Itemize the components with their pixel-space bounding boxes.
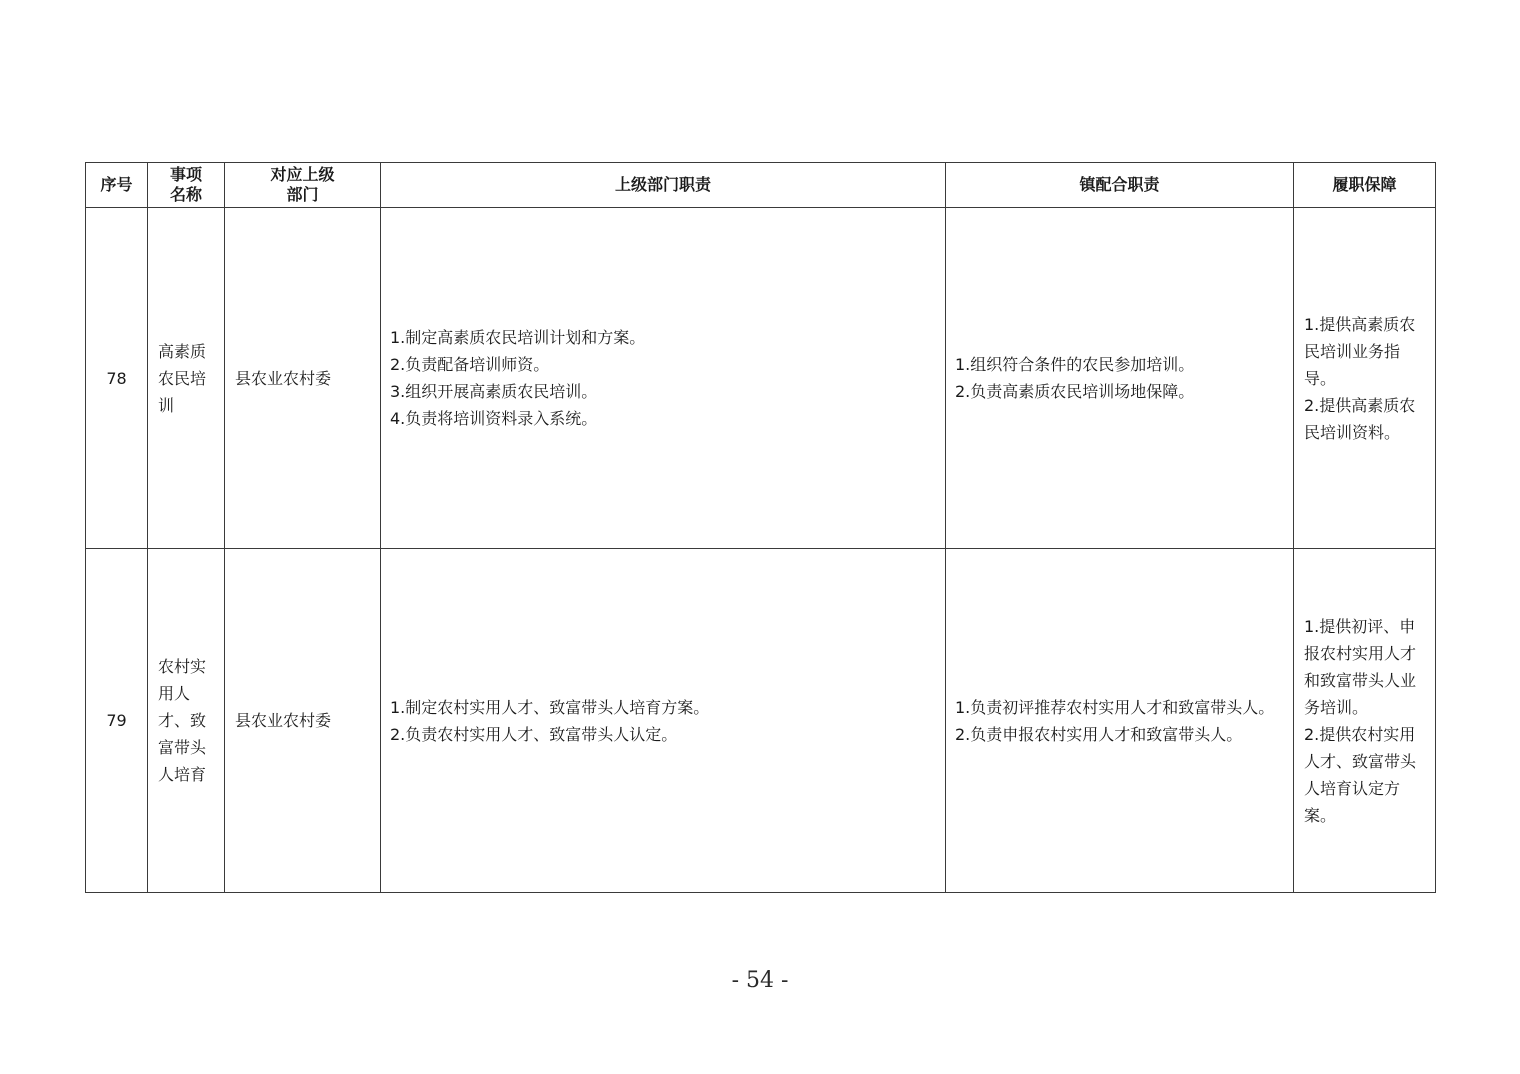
row-town-duty xyxy=(946,549,1294,893)
row-upper-duty xyxy=(381,208,946,549)
row-upper-duty xyxy=(381,549,946,893)
header-seq: 序号 xyxy=(86,163,148,208)
town-duty-line: 2.负责高素质农民培训场地保障。 xyxy=(955,382,1195,401)
header-name: 事项名称 xyxy=(148,163,225,208)
row-guarantee xyxy=(1294,549,1436,893)
header-row xyxy=(86,163,1436,208)
town-duty-line: 1.负责初评推荐农村实用人才和致富带头人。 xyxy=(955,697,1275,717)
town-duty-line: 1.组织符合条件的农民参加培训。 xyxy=(955,355,1195,374)
row-dept: 县农业农村委 xyxy=(225,208,381,549)
table-row xyxy=(86,549,1436,893)
town-duty-line: 2.负责申报农村实用人才和致富带头人。 xyxy=(955,724,1243,744)
row-seq: 78 xyxy=(86,208,148,549)
duty-table xyxy=(85,162,1436,893)
row-town-duty xyxy=(946,208,1294,549)
header-guarantee: 履职保障 xyxy=(1294,163,1436,208)
header-upper-duty: 上级部门职责 xyxy=(381,163,946,208)
row-item-name: 高素质农民培训 xyxy=(148,208,225,549)
upper-duty-line: 2.负责配备培训师资。 xyxy=(390,355,550,374)
guarantee-line: 2.提供高素质农民培训资料。 xyxy=(1304,395,1416,442)
row-item-name: 农村实用人才、致富带头人培育 xyxy=(148,549,225,893)
upper-duty-line: 1.制定高素质农民培训计划和方案。 xyxy=(390,328,646,347)
guarantee-line: 2.提供农村实用人才、致富带头人培育认定方案。 xyxy=(1304,724,1417,825)
upper-duty-line: 1.制定农村实用人才、致富带头人培育方案。 xyxy=(390,697,710,717)
row-dept: 县农业农村委 xyxy=(225,549,381,893)
header-town-duty: 镇配合职责 xyxy=(946,163,1294,208)
upper-duty-line: 2.负责农村实用人才、致富带头人认定。 xyxy=(390,724,678,744)
table-row xyxy=(86,208,1436,549)
header-dept: 对应上级部门 xyxy=(225,163,381,208)
guarantee-line: 1.提供初评、申报农村实用人才和致富带头人业务培训。 xyxy=(1304,616,1417,717)
upper-duty-line: 3.组织开展高素质农民培训。 xyxy=(390,382,598,401)
guarantee-line: 1.提供高素质农民培训业务指导。 xyxy=(1304,314,1416,388)
row-seq: 79 xyxy=(86,549,148,893)
row-guarantee xyxy=(1294,208,1436,549)
page-number: - 54 - xyxy=(731,968,789,993)
upper-duty-line: 4.负责将培训资料录入系统。 xyxy=(390,409,598,428)
